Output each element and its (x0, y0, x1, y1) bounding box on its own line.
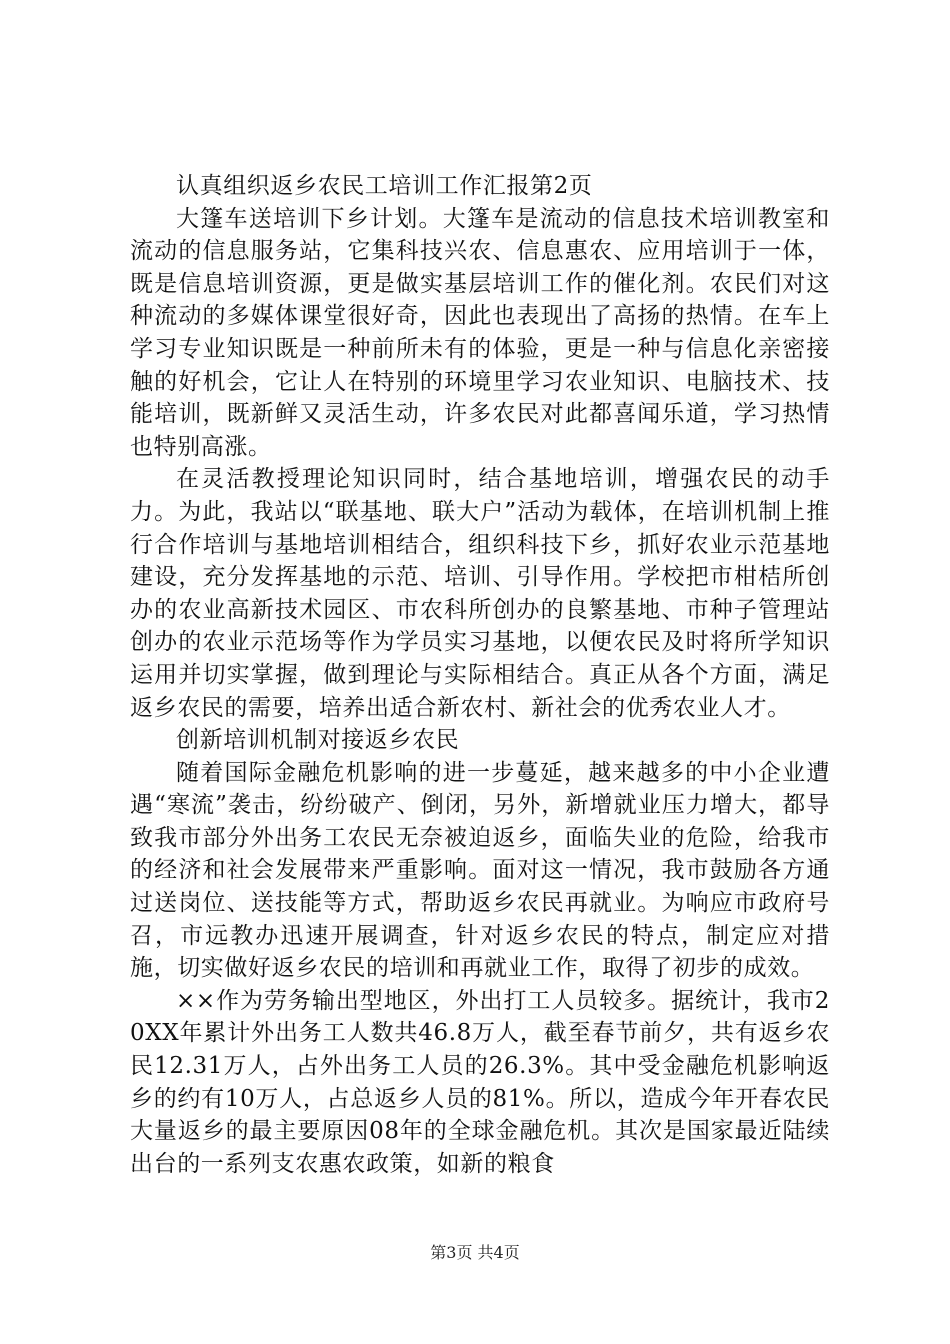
document-title: 认真组织返乡农民工培训工作汇报第2页 (176, 173, 593, 199)
page-indicator: 第3页 共4页 (430, 1243, 520, 1262)
paragraph-base-training: 在灵活教授理论知识同时，结合基地培训，增强农民的动手力。为此，我站以“联基地、联大户”活动为载体，在培训机制上推行合作培训与基地培训相结合，组织科技下乡，抓好农业示范基地建设，充分发挥基地的示范、培训、引导作用。学校把市柑桔所创办的农业高新技术园区、市农科所创办的良繁基地、市种子管理站创办的农业示范场等作为学员实习基地，以便农民及时将所学知识运用并切实掌握，做到理论与实际相结合。真正从各个方面，满足返乡农民的需要，培养出适合新农村、新社会的优秀农业人才。 (130, 466, 830, 721)
document-body (130, 170, 830, 1180)
paragraph-financial-crisis: 随着国际金融危机影响的进一步蔓延，越来越多的中小企业遭遇“寒流”袭击，纷纷破产、倒闭，另外，新增就业压力增大，都导致我市部分外出务工农民无奈被迫返乡，面临失业的危险，给我市的经济和社会发展带来严重影响。面对这一情况，我市鼓励各方通过送岗位、送技能等方式，帮助返乡农民再就业。为响应市政府号召，市远教办迅速开展调查，针对返乡农民的特点，制定应对措施，切实做好返乡农民的培训和再就业工作，取得了初步的成效。 (130, 759, 830, 982)
paragraph-mobile-training: 大篷车送培训下乡计划。大篷车是流动的信息技术培训教室和流动的信息服务站，它集科技兴农、信息惠农、应用培训于一体，既是信息培训资源，更是做实基层培训工作的催化剂。农民们对这种流动的多媒体课堂很好奇，因此也表现出了高扬的热情。在车上学习专业知识既是一种前所未有的体验，更是一种与信息化亲密接触的好机会，它让人在特别的环境里学习农业知识、电脑技术、技能培训，既新鲜又灵活生动，许多农民对此都喜闻乐道，学习热情也特别高涨。 (130, 205, 830, 460)
paragraph-statistics: ××作为劳务输出型地区，外出打工人员较多。据统计，我市20XX年累计外出务工人数共46.8万人，截至春节前夕，共有返乡农民12.31万人，占外出务工人员的26.3%。其中受金融危机影响返乡的约有10万人，占总返乡人员的81%。所以，造成今年开春农民大量返乡的最主要原因08年的全球金融危机。其次是国家最近陆续出台的一系列支农惠农政策，如新的粮食 (130, 987, 830, 1177)
page-footer (0, 1240, 950, 1263)
section-heading: 创新培训机制对接返乡农民 (176, 727, 460, 754)
